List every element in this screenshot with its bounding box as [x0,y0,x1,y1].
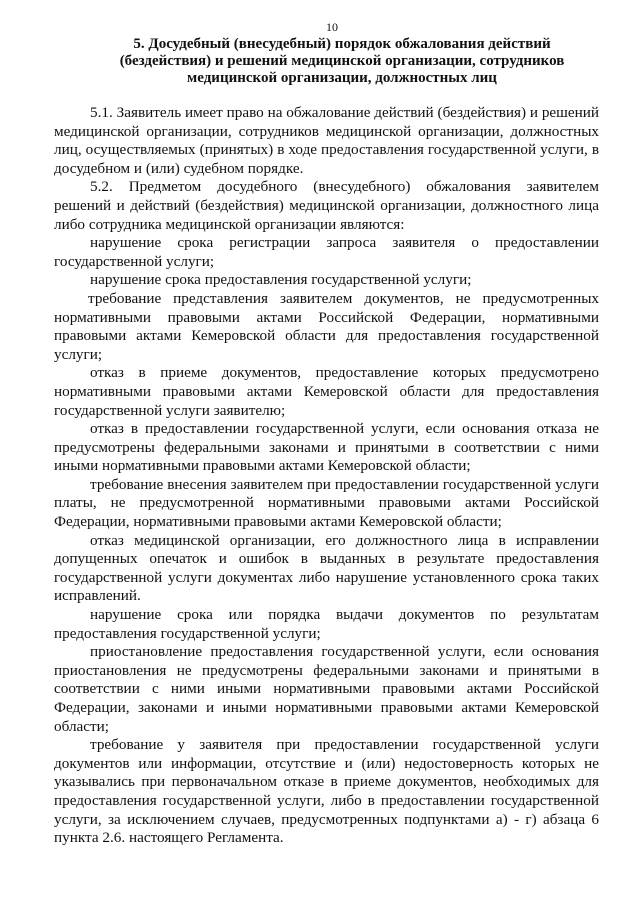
list-item-registration-deadline: нарушение срока регистрации запроса заявителя о предоставлении государственной услуги; [54,234,599,270]
list-item-correction-refusal: отказ медицинской организации, его должностного лица в исправлении допущенных опечаток и ошибок в выданных в результате предоставления государственной услуги документах либо нарушение установленного срока таких исправлений. [54,531,599,605]
list-item-service-refusal: отказ в предоставлении государственной услуги, если основания отказа не предусмотрены федеральными законами и принятыми в соответствии с ними иными нормативными правовыми актами Кемеровской области; [54,420,599,475]
list-item-fee-requirement: требование внесения заявителем при предоставлении государственной услуги платы, не предусмотренной нормативными правовыми актами Российской Федерации, нормативными правовыми актами Кемеровской области; [54,475,599,531]
section-heading: 5. Досудебный (внесудебный) порядок обжалования действий (бездействия) и решений медицинской организации, сотрудников медицинской организации, должностных лиц [119,36,565,86]
list-item-suspension: приостановление предоставления государственной услуги, если основания приостановления не предусмотрены федеральными законами и принятыми в соответствии с ними иными нормативными правовыми актами Российской Федерации, законами и иными нормативными правовыми актами Кемеровской области; [54,643,599,735]
page-number: 10 [326,20,338,34]
list-item-extra-documents: требование представления заявителем документов, не предусмотренных нормативными правовыми актами Российской Федерации, нормативными правовыми актами Кемеровской области для предоставления государственной услуги; [54,289,599,363]
list-item-service-deadline: нарушение срока предоставления государственной услуги; [90,271,472,289]
paragraph-5-1: 5.1. Заявитель имеет право на обжалование действий (бездействия) и решений медицинской организации, сотрудников медицинской организации, должностных лиц, осуществляемых (принятых) в ходе предоставления государственной услуги, в досудебном и (или) судебном порядке. [54,104,599,177]
list-item-unlisted-documents: требование у заявителя при предоставлении государственной услуги документов или информации, отсутствие и (или) недостоверность которых не указывались при первоначальном отказе в приеме документов, необходимых для предоставления государственной услуги, либо в предоставлении государственной услуги, за исключением случаев, предусмотренных подпунктами а) - г) абзаца 6 пункта 2.6. настоящего Регламента. [54,736,599,847]
list-item-document-refusal: отказ в приеме документов, предоставление которых предусмотрено нормативными правовыми актами Кемеровской области для предоставления государственной услуги заявителю; [54,364,599,419]
paragraph-5-2: 5.2. Предметом досудебного (внесудебного) обжалования заявителем решений и действий (бездействия) медицинской организации, должностного лица либо сотрудника медицинской организации являются: [54,178,599,233]
list-item-issue-violation: нарушение срока или порядка выдачи документов по результатам предоставления государственной услуги; [54,606,599,642]
section-body [54,104,599,848]
